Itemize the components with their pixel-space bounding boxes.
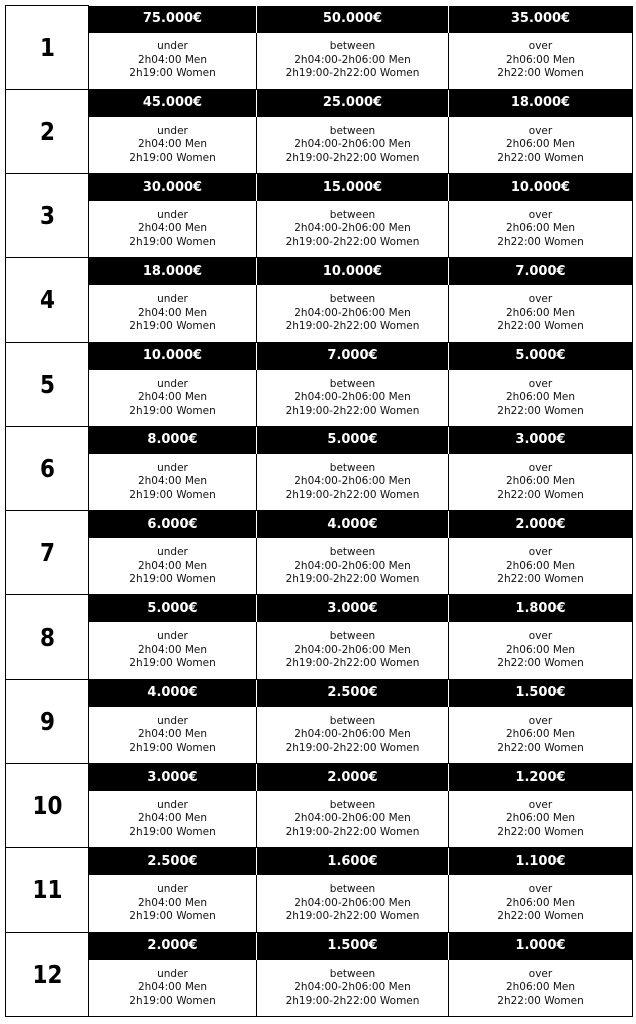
- condition-line1: over: [528, 714, 553, 727]
- condition-line3: 2h19:00-2h22:00 Women: [285, 320, 420, 333]
- prize-amount-row: [6, 342, 633, 369]
- prize-amount-row: [6, 174, 633, 201]
- condition-line3: 2h19:00 Women: [129, 994, 216, 1007]
- condition-line3: 2h19:00 Women: [129, 151, 216, 164]
- condition-line3: 2h19:00 Women: [129, 320, 216, 333]
- time-condition-row: [6, 116, 633, 173]
- condition-line2: 2h04:00 Men: [137, 391, 208, 404]
- condition-line3: 2h19:00 Women: [129, 404, 216, 417]
- condition-line3: 2h19:00-2h22:00 Women: [285, 657, 420, 670]
- prize-amount-between: 2.000€: [257, 764, 449, 791]
- condition-line3: 2h22:00 Women: [497, 741, 584, 754]
- condition-line2: 2h06:00 Men: [505, 559, 576, 572]
- condition-line1: over: [528, 377, 553, 390]
- prize-amount-under: 5.000€: [89, 595, 257, 622]
- condition-line1: under: [157, 630, 188, 643]
- condition-line3: 2h19:00 Women: [129, 235, 216, 248]
- time-condition-between: [257, 453, 449, 510]
- condition-line3: 2h22:00 Women: [497, 151, 584, 164]
- condition-line3: 2h22:00 Women: [497, 320, 584, 333]
- condition-line1: between: [329, 630, 376, 643]
- prize-amount-under: 2.500€: [89, 848, 257, 875]
- rank-number: 1: [11, 6, 82, 90]
- prize-amount-row: [6, 258, 633, 285]
- prize-amount-over: 1.500€: [449, 679, 633, 706]
- condition-line2: 2h04:00 Men: [137, 138, 208, 151]
- time-condition-row: [6, 369, 633, 426]
- condition-line1: between: [329, 967, 376, 980]
- condition-line1: over: [528, 461, 553, 474]
- prize-amount-row: [6, 595, 633, 622]
- time-condition-row: [6, 706, 633, 763]
- condition-line2: 2h04:00-2h06:00 Men: [294, 812, 411, 825]
- prize-amount-over: 1.000€: [449, 932, 633, 959]
- condition-line3: 2h22:00 Women: [497, 573, 584, 586]
- time-condition-over: [449, 875, 633, 932]
- condition-line3: 2h19:00-2h22:00 Women: [285, 67, 420, 80]
- prize-amount-between: 5.000€: [257, 426, 449, 453]
- condition-line1: over: [528, 967, 553, 980]
- prize-amount-over: 2.000€: [449, 511, 633, 538]
- condition-line1: under: [157, 714, 188, 727]
- condition-line3: 2h22:00 Women: [497, 994, 584, 1007]
- condition-line1: under: [157, 967, 188, 980]
- prize-amount-between: 50.000€: [257, 6, 449, 33]
- condition-line3: 2h22:00 Women: [497, 657, 584, 670]
- condition-line2: 2h04:00-2h06:00 Men: [294, 222, 411, 235]
- time-condition-over: [449, 116, 633, 173]
- condition-line1: over: [528, 798, 553, 811]
- condition-line1: over: [528, 124, 553, 137]
- condition-line1: between: [329, 377, 376, 390]
- prize-amount-row: [6, 6, 633, 33]
- prize-amount-over: 1.100€: [449, 848, 633, 875]
- condition-line1: under: [157, 208, 188, 221]
- time-condition-over: [449, 369, 633, 426]
- condition-line2: 2h04:00 Men: [137, 475, 208, 488]
- condition-line2: 2h04:00 Men: [137, 643, 208, 656]
- prize-amount-under: 3.000€: [89, 764, 257, 791]
- time-condition-over: [449, 201, 633, 258]
- condition-line3: 2h19:00 Women: [129, 488, 216, 501]
- time-condition-row: [6, 453, 633, 510]
- condition-line2: 2h04:00-2h06:00 Men: [294, 728, 411, 741]
- condition-line2: 2h04:00 Men: [137, 728, 208, 741]
- condition-line3: 2h22:00 Women: [497, 404, 584, 417]
- condition-line2: 2h04:00-2h06:00 Men: [294, 559, 411, 572]
- time-condition-row: [6, 875, 633, 932]
- prize-amount-over: 7.000€: [449, 258, 633, 285]
- time-condition-under: [89, 453, 257, 510]
- condition-line3: 2h22:00 Women: [497, 67, 584, 80]
- prize-amount-over: 35.000€: [449, 6, 633, 33]
- time-condition-between: [257, 959, 449, 1016]
- rank-number: 6: [11, 426, 82, 510]
- condition-line3: 2h19:00-2h22:00 Women: [285, 573, 420, 586]
- time-condition-row: [6, 959, 633, 1016]
- condition-line3: 2h22:00 Women: [497, 488, 584, 501]
- time-condition-between: [257, 285, 449, 342]
- prize-amount-row: [6, 679, 633, 706]
- condition-line3: 2h19:00 Women: [129, 741, 216, 754]
- prize-money-table: [5, 5, 633, 1017]
- condition-line2: 2h04:00 Men: [137, 812, 208, 825]
- time-condition-between: [257, 875, 449, 932]
- rank-number: 3: [11, 174, 82, 258]
- time-condition-row: [6, 285, 633, 342]
- condition-line2: 2h06:00 Men: [505, 981, 576, 994]
- time-condition-under: [89, 706, 257, 763]
- time-condition-under: [89, 369, 257, 426]
- condition-line1: under: [157, 883, 188, 896]
- condition-line1: over: [528, 630, 553, 643]
- condition-line2: 2h04:00 Men: [137, 896, 208, 909]
- table-body: [6, 6, 633, 1017]
- condition-line3: 2h19:00 Women: [129, 67, 216, 80]
- time-condition-between: [257, 116, 449, 173]
- prize-amount-between: 3.000€: [257, 595, 449, 622]
- time-condition-between: [257, 706, 449, 763]
- rank-number: 12: [11, 932, 82, 1016]
- condition-line3: 2h19:00 Women: [129, 657, 216, 670]
- condition-line2: 2h06:00 Men: [505, 222, 576, 235]
- prize-amount-row: [6, 848, 633, 875]
- prize-amount-under: 45.000€: [89, 89, 257, 116]
- condition-line2: 2h06:00 Men: [505, 475, 576, 488]
- time-condition-under: [89, 116, 257, 173]
- condition-line3: 2h19:00 Women: [129, 573, 216, 586]
- time-condition-under: [89, 959, 257, 1016]
- rank-number: 7: [11, 511, 82, 595]
- condition-line2: 2h04:00-2h06:00 Men: [294, 138, 411, 151]
- rank-number: 4: [11, 258, 82, 342]
- time-condition-under: [89, 201, 257, 258]
- condition-line2: 2h06:00 Men: [505, 896, 576, 909]
- time-condition-row: [6, 791, 633, 848]
- condition-line2: 2h04:00-2h06:00 Men: [294, 475, 411, 488]
- rank-number: 10: [11, 764, 82, 848]
- prize-amount-between: 7.000€: [257, 342, 449, 369]
- condition-line3: 2h19:00 Women: [129, 825, 216, 838]
- prize-amount-between: 10.000€: [257, 258, 449, 285]
- condition-line3: 2h19:00-2h22:00 Women: [285, 825, 420, 838]
- condition-line1: between: [329, 546, 376, 559]
- condition-line2: 2h06:00 Men: [505, 643, 576, 656]
- condition-line3: 2h19:00-2h22:00 Women: [285, 488, 420, 501]
- condition-line1: under: [157, 461, 188, 474]
- condition-line1: between: [329, 124, 376, 137]
- prize-amount-over: 18.000€: [449, 89, 633, 116]
- condition-line2: 2h04:00-2h06:00 Men: [294, 53, 411, 66]
- prize-amount-between: 25.000€: [257, 89, 449, 116]
- prize-amount-under: 10.000€: [89, 342, 257, 369]
- condition-line1: over: [528, 208, 553, 221]
- prize-amount-row: [6, 932, 633, 959]
- condition-line1: under: [157, 798, 188, 811]
- time-condition-over: [449, 453, 633, 510]
- condition-line3: 2h22:00 Women: [497, 910, 584, 923]
- prize-amount-over: 3.000€: [449, 426, 633, 453]
- condition-line2: 2h06:00 Men: [505, 391, 576, 404]
- time-condition-row: [6, 622, 633, 679]
- time-condition-between: [257, 622, 449, 679]
- prize-amount-row: [6, 511, 633, 538]
- condition-line1: over: [528, 40, 553, 53]
- time-condition-under: [89, 538, 257, 595]
- prize-amount-over: 5.000€: [449, 342, 633, 369]
- condition-line2: 2h04:00 Men: [137, 53, 208, 66]
- condition-line1: between: [329, 798, 376, 811]
- condition-line1: over: [528, 293, 553, 306]
- condition-line2: 2h04:00 Men: [137, 981, 208, 994]
- condition-line1: between: [329, 714, 376, 727]
- condition-line3: 2h22:00 Women: [497, 825, 584, 838]
- condition-line1: between: [329, 40, 376, 53]
- time-condition-between: [257, 32, 449, 89]
- prize-amount-over: 10.000€: [449, 174, 633, 201]
- time-condition-between: [257, 201, 449, 258]
- time-condition-under: [89, 285, 257, 342]
- rank-number: 2: [11, 89, 82, 173]
- rank-number: 8: [11, 595, 82, 679]
- time-condition-row: [6, 201, 633, 258]
- condition-line2: 2h06:00 Men: [505, 138, 576, 151]
- time-condition-under: [89, 791, 257, 848]
- prize-amount-between: 15.000€: [257, 174, 449, 201]
- condition-line1: between: [329, 208, 376, 221]
- condition-line2: 2h04:00 Men: [137, 222, 208, 235]
- condition-line2: 2h04:00 Men: [137, 559, 208, 572]
- condition-line3: 2h19:00-2h22:00 Women: [285, 741, 420, 754]
- prize-amount-row: [6, 764, 633, 791]
- time-condition-row: [6, 538, 633, 595]
- condition-line3: 2h19:00-2h22:00 Women: [285, 404, 420, 417]
- condition-line3: 2h19:00-2h22:00 Women: [285, 910, 420, 923]
- condition-line2: 2h04:00-2h06:00 Men: [294, 391, 411, 404]
- condition-line3: 2h19:00-2h22:00 Women: [285, 994, 420, 1007]
- condition-line1: under: [157, 377, 188, 390]
- time-condition-under: [89, 32, 257, 89]
- time-condition-row: [6, 32, 633, 89]
- condition-line1: over: [528, 546, 553, 559]
- prize-amount-row: [6, 426, 633, 453]
- time-condition-between: [257, 369, 449, 426]
- rank-number: 11: [11, 848, 82, 932]
- prize-amount-between: 2.500€: [257, 679, 449, 706]
- time-condition-under: [89, 622, 257, 679]
- condition-line1: between: [329, 293, 376, 306]
- prize-amount-between: 4.000€: [257, 511, 449, 538]
- condition-line2: 2h04:00-2h06:00 Men: [294, 643, 411, 656]
- condition-line1: under: [157, 124, 188, 137]
- time-condition-over: [449, 791, 633, 848]
- condition-line3: 2h19:00-2h22:00 Women: [285, 151, 420, 164]
- condition-line2: 2h04:00-2h06:00 Men: [294, 306, 411, 319]
- time-condition-over: [449, 32, 633, 89]
- condition-line1: under: [157, 40, 188, 53]
- rank-number: 5: [11, 342, 82, 426]
- condition-line2: 2h06:00 Men: [505, 306, 576, 319]
- prize-amount-under: 75.000€: [89, 6, 257, 33]
- prize-amount-over: 1.800€: [449, 595, 633, 622]
- condition-line3: 2h19:00-2h22:00 Women: [285, 235, 420, 248]
- prize-amount-under: 18.000€: [89, 258, 257, 285]
- condition-line2: 2h06:00 Men: [505, 728, 576, 741]
- time-condition-over: [449, 959, 633, 1016]
- condition-line2: 2h06:00 Men: [505, 53, 576, 66]
- time-condition-over: [449, 706, 633, 763]
- prize-amount-under: 2.000€: [89, 932, 257, 959]
- time-condition-under: [89, 875, 257, 932]
- condition-line3: 2h19:00 Women: [129, 910, 216, 923]
- prize-amount-between: 1.500€: [257, 932, 449, 959]
- time-condition-between: [257, 791, 449, 848]
- prize-amount-under: 4.000€: [89, 679, 257, 706]
- prize-amount-over: 1.200€: [449, 764, 633, 791]
- prize-amount-under: 6.000€: [89, 511, 257, 538]
- prize-amount-under: 30.000€: [89, 174, 257, 201]
- prize-amount-under: 8.000€: [89, 426, 257, 453]
- rank-number: 9: [11, 679, 82, 763]
- condition-line1: over: [528, 883, 553, 896]
- condition-line1: between: [329, 883, 376, 896]
- time-condition-over: [449, 285, 633, 342]
- condition-line2: 2h04:00-2h06:00 Men: [294, 981, 411, 994]
- condition-line3: 2h22:00 Women: [497, 235, 584, 248]
- condition-line2: 2h04:00-2h06:00 Men: [294, 896, 411, 909]
- prize-amount-between: 1.600€: [257, 848, 449, 875]
- time-condition-between: [257, 538, 449, 595]
- condition-line2: 2h04:00 Men: [137, 306, 208, 319]
- condition-line1: under: [157, 293, 188, 306]
- condition-line2: 2h06:00 Men: [505, 812, 576, 825]
- condition-line1: under: [157, 546, 188, 559]
- prize-amount-row: [6, 89, 633, 116]
- time-condition-over: [449, 538, 633, 595]
- time-condition-over: [449, 622, 633, 679]
- condition-line1: between: [329, 461, 376, 474]
